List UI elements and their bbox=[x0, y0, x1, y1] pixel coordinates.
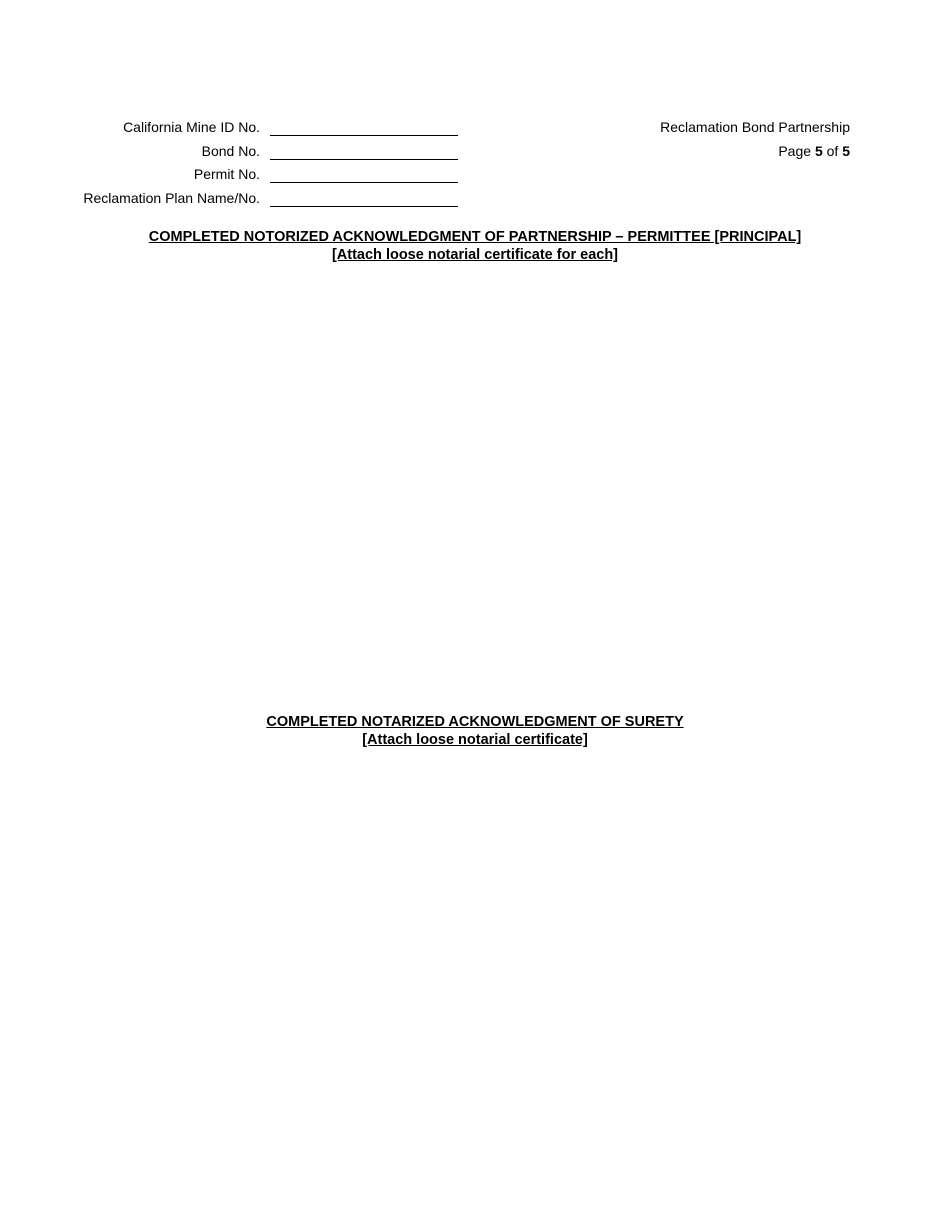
page-of: of bbox=[822, 143, 843, 159]
plan-name-field[interactable] bbox=[270, 189, 458, 207]
page-total: 5 bbox=[842, 143, 850, 159]
document-type: Reclamation Bond Partnership bbox=[660, 119, 850, 135]
mine-id-label: California Mine ID No. bbox=[123, 119, 260, 135]
permit-no-label: Permit No. bbox=[193, 166, 260, 182]
surety-acknowledgment-title: COMPLETED NOTARIZED ACKNOWLEDGMENT OF SURETY bbox=[266, 714, 684, 730]
bond-no-label: Bond No. bbox=[201, 143, 260, 159]
permit-no-row bbox=[0, 165, 470, 185]
permit-no-field[interactable] bbox=[270, 165, 458, 183]
page-number bbox=[778, 142, 850, 160]
page-prefix: Page bbox=[778, 143, 815, 159]
mine-id-row bbox=[0, 118, 470, 138]
partnership-acknowledgment-subtitle: [Attach loose notarial certificate for each] bbox=[331, 247, 619, 263]
mine-id-field[interactable] bbox=[270, 118, 458, 136]
surety-acknowledgment-subtitle: [Attach loose notarial certificate] bbox=[362, 732, 588, 748]
plan-name-row bbox=[0, 189, 470, 209]
plan-name-label: Reclamation Plan Name/No. bbox=[83, 190, 260, 206]
page-current: 5 bbox=[814, 143, 823, 159]
bond-no-row bbox=[0, 142, 470, 162]
partnership-acknowledgment-title: COMPLETED NOTORIZED ACKNOWLEDGMENT OF PARTNERSHIP – PERMITTEE [PRINCIPAL] bbox=[148, 229, 802, 245]
bond-no-field[interactable] bbox=[270, 142, 458, 160]
